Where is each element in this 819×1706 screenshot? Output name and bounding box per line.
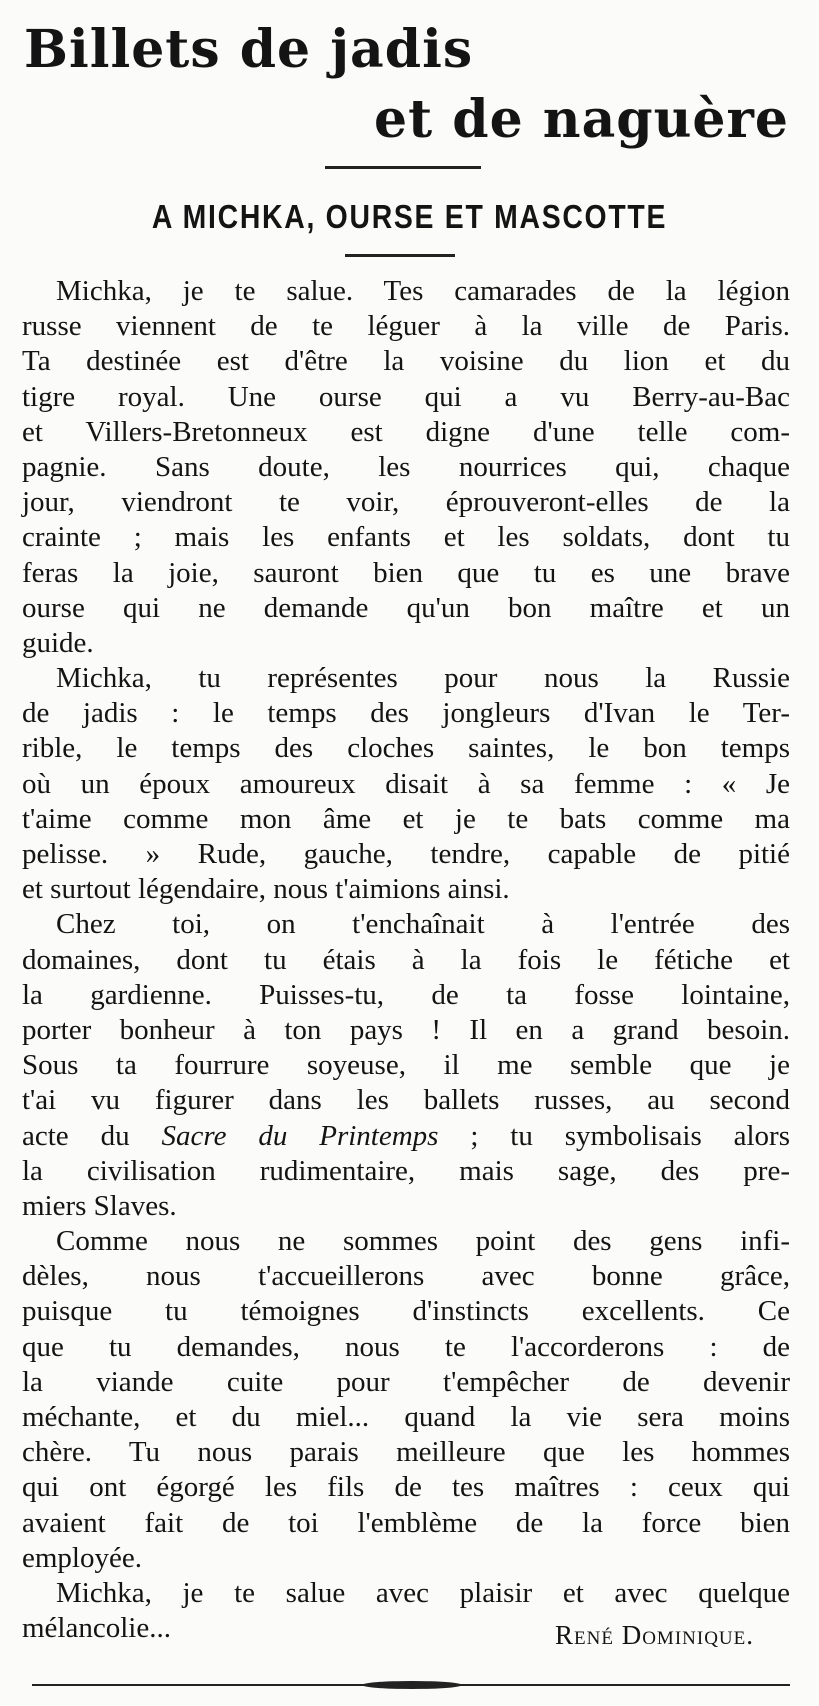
title-line-1: Billets de jadis xyxy=(24,19,474,80)
text-line: chère. Tu nous parais meilleure que les hommes xyxy=(22,1436,790,1469)
text-line: Michka, tu représentes pour nous la Russie xyxy=(56,662,790,695)
text-line: et Villers-Bretonneux est digne d'une telle com- xyxy=(22,415,790,448)
text-line: rible, le temps des cloches saintes, le bon temps xyxy=(22,732,790,765)
text-line: dèles, nous t'accueillerons avec bonne grâce, xyxy=(22,1260,790,1293)
text-line: miers Slaves. xyxy=(22,1189,177,1222)
text-line: Chez toi, on t'enchaînait à l'entrée des xyxy=(56,908,790,941)
text-line: t'ai vu figurer dans les ballets russes, au second xyxy=(22,1084,790,1117)
italic-title: Sacre du Printemps xyxy=(161,1119,439,1152)
text-segment: ; tu symbolisais alors xyxy=(438,1119,790,1152)
text-line: où un époux amoureux disait à sa femme : « Je xyxy=(22,767,790,800)
text-line: porter bonheur à ton pays ! Il en a grand besoin. xyxy=(22,1013,790,1046)
article-subtitle: A MICHKA, OURSE ET MASCOTTE xyxy=(151,198,668,235)
text-line: tigre royal. Une ourse qui a vu Berry-au-Bac xyxy=(22,380,790,413)
text-line: Ta destinée est d'être la voisine du lion et du xyxy=(22,345,790,378)
text-segment: acte du xyxy=(22,1119,162,1152)
text-line: que tu demandes, nous te l'accorderons : de xyxy=(22,1330,790,1363)
title-line-2: et de naguère xyxy=(374,89,789,150)
text-line: pagnie. Sans doute, les nourrices qui, chaque xyxy=(22,450,790,483)
text-line: avaient fait de toi l'emblème de la force bien xyxy=(22,1506,790,1539)
text-line: qui ont égorgé les fils de tes maîtres : ceux qui xyxy=(22,1471,790,1504)
text-line: la gardienne. Puisses-tu, de ta fosse lointaine, xyxy=(22,978,790,1011)
text-line: employée. xyxy=(22,1541,142,1574)
subtitle-divider xyxy=(345,254,455,257)
text-line: crainte ; mais les enfants et les soldats, dont tu xyxy=(22,521,790,554)
text-line: ourse qui ne demande qu'un bon maître et un xyxy=(22,591,790,624)
text-line: pelisse. » Rude, gauche, tendre, capable de pitié xyxy=(22,838,790,870)
text-line: Sous ta fourrure soyeuse, il me semble que je xyxy=(22,1049,790,1082)
text-line: domaines, dont tu étais à la fois le fétiche et xyxy=(22,943,790,976)
end-rule xyxy=(32,1684,790,1686)
text-line: mélancolie... xyxy=(22,1612,171,1645)
text-line: méchante, et du miel... quand la vie sera moins xyxy=(22,1401,790,1433)
text-line: t'aime comme mon âme et je te bats comme ma xyxy=(22,802,790,835)
text-line: la viande cuite pour t'empêcher de devenir xyxy=(22,1365,790,1398)
text-line: Michka, je te salue. Tes camarades de la légion xyxy=(56,275,790,307)
author-signature: René Dominique. xyxy=(555,1620,754,1650)
text-line: la civilisation rudimentaire, mais sage, des pre- xyxy=(22,1154,790,1187)
text-line: guide. xyxy=(22,626,94,659)
title-divider xyxy=(325,166,481,169)
text-line: Michka, je te salue avec plaisir et avec quelque xyxy=(56,1576,790,1609)
article-body xyxy=(22,274,790,1646)
text-line: russe viennent de te léguer à la ville de Paris. xyxy=(22,310,790,343)
text-line xyxy=(22,1119,790,1154)
text-line: feras la joie, sauront bien que tu es une brave xyxy=(22,556,790,589)
text-line: puisque tu témoignes d'instincts excellents. Ce xyxy=(22,1295,790,1328)
text-line: Comme nous ne sommes point des gens infi- xyxy=(56,1225,790,1258)
text-line: jour, viendront te voir, éprouveront-elles de la xyxy=(22,486,790,519)
text-line: et surtout légendaire, nous t'aimions ainsi. xyxy=(22,873,510,906)
text-line: de jadis : le temps des jongleurs d'Ivan le Ter- xyxy=(22,697,790,730)
